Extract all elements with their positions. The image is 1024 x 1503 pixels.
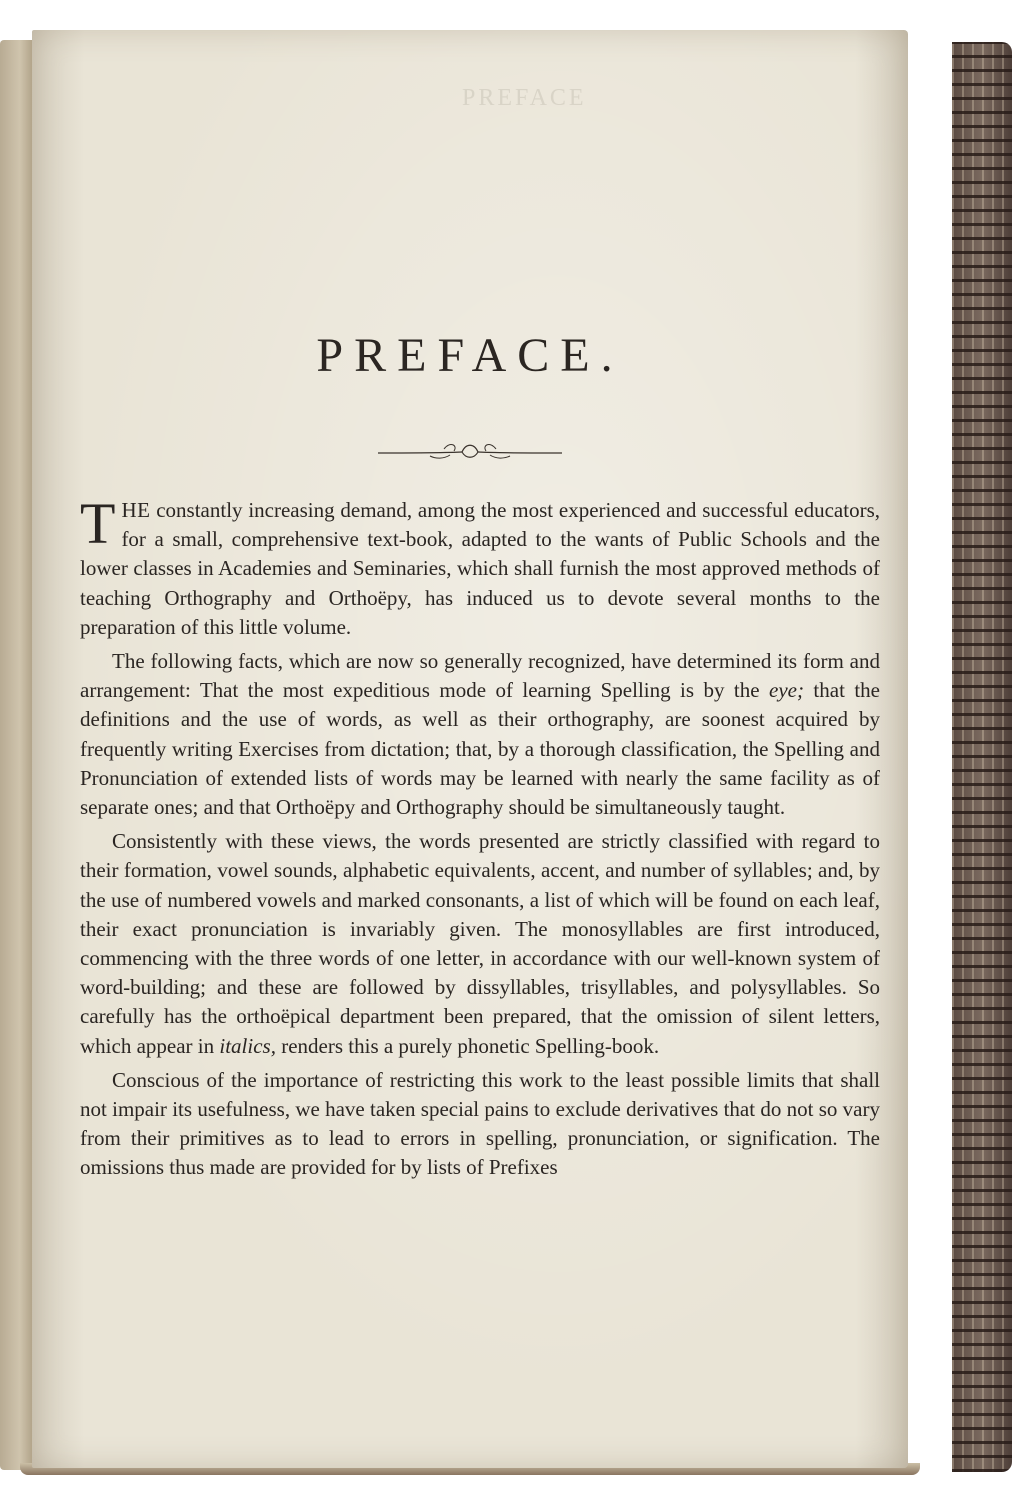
paragraph-4-text: Conscious of the importance of restricting this work to the least possible limits that shall not impair its usefulness, we have taken special pains to exclude derivatives that do not so vary from their primitives as to lead to errors in spelling, pronunciation, or signification. The omissions thus made are provided for by lists of Prefixes	[80, 1067, 880, 1180]
book-page	[32, 30, 908, 1468]
cloth-spine	[952, 42, 1012, 1472]
left-cover-edge	[0, 40, 36, 1470]
drop-cap: T	[80, 491, 116, 556]
paragraph-2	[80, 647, 880, 822]
bleed-through-header: PREFACE	[462, 85, 587, 111]
paragraph-1	[80, 491, 880, 642]
paragraph-3-italic: italics,	[219, 1033, 276, 1058]
paragraph-1-lead: HE	[121, 498, 151, 522]
paragraph-3-text-after: renders this a purely phonetic Spelling-book.	[275, 1033, 660, 1058]
paragraph-2-text-after: that the definitions and the use of words, as well as their orthography, are soonest acquired by frequently writing Exercises from dictation; that, by a thorough classification, the Spelling and Pronunciation of extended lists of words may be learned with nearly the same facility as of separate ones; and that Orthoëpy and Orthography should be simultaneously taught.	[80, 678, 880, 820]
paragraph-2-italic: eye;	[769, 678, 804, 703]
paragraph-1-text: constantly increasing demand, among the most experienced and successful educators, for a small, comprehensive text-book, adapted to the wants of Public Schools and the lower classes in Academies and Seminaries, which shall furnish the most approved methods of teaching Orthography and Orthoëpy, has induced us to devote several months to the preparation of this little volume.	[80, 498, 880, 639]
scroll-ornament-icon	[370, 435, 570, 465]
book	[0, 30, 1012, 1475]
preface-text	[80, 491, 880, 1183]
paragraph-3-text-before: Consistently with these views, the words presented are strictly classified with regard to their formation, vowel sounds, alphabetic equivalents, accent, and number of syllables; and, by the use of numbered vowels and marked consonants, a list of which will be found on each leaf, their exact pronunciation is invariably given. The monosyllables are first introduced, commencing with the three words of one letter, in accordance with our well-known system of word-building; and these are followed by dissyllables, trisyllables, and polysyllables. So carefully has the orthoëpical department been prepared, that the omission of silent letters, which appear in	[80, 829, 880, 1058]
paragraph-3	[80, 827, 880, 1061]
paragraph-4	[80, 1066, 880, 1183]
paragraph-2-text-before: The following facts, which are now so generally recognized, have determined its form and arrangement: That the most expeditious mode of learning Spelling is by the	[80, 649, 880, 703]
page-title: PREFACE.	[316, 329, 624, 382]
